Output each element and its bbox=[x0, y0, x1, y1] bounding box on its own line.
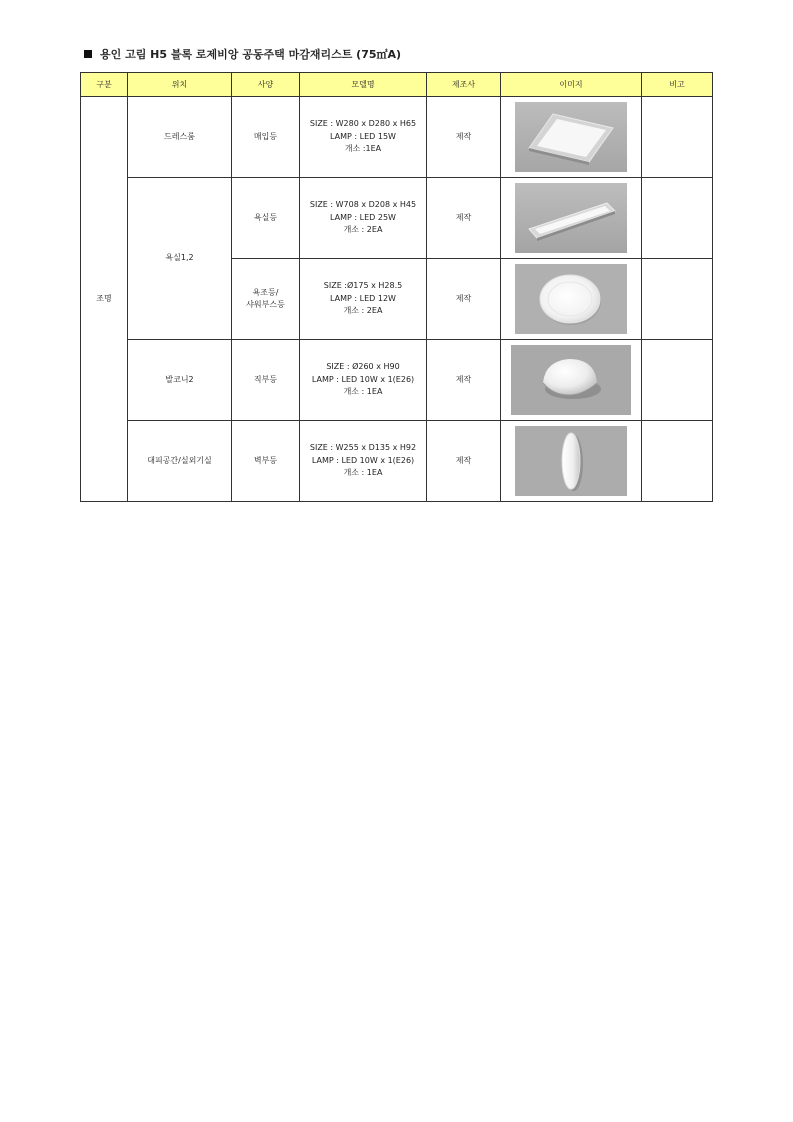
maker-label: 제작 bbox=[455, 293, 472, 303]
maker-label: 제작 bbox=[455, 455, 472, 465]
spec-cell bbox=[232, 421, 300, 502]
header-note: 비고 bbox=[642, 73, 713, 97]
spec-cell bbox=[232, 178, 300, 259]
maker-label: 제작 bbox=[455, 374, 472, 384]
image-cell bbox=[501, 340, 642, 421]
note-cell bbox=[642, 178, 713, 259]
maker-cell bbox=[427, 97, 501, 178]
note-cell bbox=[642, 97, 713, 178]
maker-label: 제작 bbox=[455, 131, 472, 141]
location-cell bbox=[128, 97, 232, 178]
model-text: SIZE : W255 x D135 x H92 LAMP : LED 10W x 1(E26) 개소 : 1EA bbox=[309, 443, 417, 478]
round-flat-light-image bbox=[515, 264, 627, 334]
model-text: SIZE : Ø260 x H90 LAMP : LED 10W x 1(E26) 개소 : 1EA bbox=[311, 362, 415, 397]
spec-cell bbox=[232, 97, 300, 178]
category-cell bbox=[81, 97, 128, 502]
table-row bbox=[81, 340, 713, 421]
model-cell bbox=[300, 259, 427, 340]
spec-cell bbox=[232, 340, 300, 421]
model-text: SIZE :Ø175 x H28.5 LAMP : LED 12W 개소 : 2EA bbox=[323, 281, 403, 316]
header-maker: 제조사 bbox=[427, 73, 501, 97]
note-cell bbox=[642, 259, 713, 340]
maker-cell bbox=[427, 340, 501, 421]
image-cell bbox=[501, 421, 642, 502]
table-row bbox=[81, 178, 713, 259]
document-title bbox=[84, 46, 401, 62]
oval-wall-light-image bbox=[515, 426, 627, 496]
maker-cell bbox=[427, 178, 501, 259]
location-cell bbox=[128, 421, 232, 502]
header-category: 구분 bbox=[81, 73, 128, 97]
dome-ceiling-light-image bbox=[511, 345, 631, 415]
spec-label: 욕조등/ 샤워부스등 bbox=[246, 287, 285, 309]
location-cell bbox=[128, 178, 232, 340]
note-cell bbox=[642, 421, 713, 502]
spec-label: 욕실등 bbox=[253, 212, 278, 222]
table-header-row bbox=[81, 73, 713, 97]
header-image: 이미지 bbox=[501, 73, 642, 97]
spec-cell bbox=[232, 259, 300, 340]
header-model: 모델명 bbox=[300, 73, 427, 97]
spec-label: 매입등 bbox=[253, 131, 278, 141]
spec-label: 직부등 bbox=[253, 374, 278, 384]
model-cell bbox=[300, 97, 427, 178]
image-cell bbox=[501, 259, 642, 340]
location-label: 드레스룸 bbox=[164, 131, 195, 141]
maker-cell bbox=[427, 259, 501, 340]
spec-label: 벽부등 bbox=[253, 455, 278, 465]
model-text: SIZE : W280 x D280 x H65 LAMP : LED 15W 개소 :1EA bbox=[309, 119, 417, 154]
bullet-square-icon bbox=[84, 50, 92, 58]
location-cell bbox=[128, 340, 232, 421]
image-cell bbox=[501, 178, 642, 259]
model-text: SIZE : W708 x D208 x H45 LAMP : LED 25W 개소 : 2EA bbox=[309, 200, 417, 235]
table-row bbox=[81, 97, 713, 178]
category-label: 조명 bbox=[96, 293, 112, 303]
location-label: 욕실1,2 bbox=[165, 253, 194, 263]
maker-label: 제작 bbox=[455, 212, 472, 222]
location-label: 발코니2 bbox=[165, 374, 194, 384]
table-row bbox=[81, 421, 713, 502]
header-location: 위치 bbox=[128, 73, 232, 97]
note-cell bbox=[642, 340, 713, 421]
square-recessed-light-image bbox=[515, 102, 627, 172]
model-cell bbox=[300, 340, 427, 421]
image-cell bbox=[501, 97, 642, 178]
rectangular-bathroom-light-image bbox=[515, 183, 627, 253]
model-cell bbox=[300, 178, 427, 259]
model-cell bbox=[300, 421, 427, 502]
location-label: 대피공간/실외기실 bbox=[147, 455, 212, 465]
header-spec: 사양 bbox=[232, 73, 300, 97]
maker-cell bbox=[427, 421, 501, 502]
finish-material-table bbox=[80, 72, 713, 502]
document-title-text: 용인 고림 H5 블록 로제비앙 공동주택 마감재리스트 (75㎡A) bbox=[100, 48, 402, 61]
